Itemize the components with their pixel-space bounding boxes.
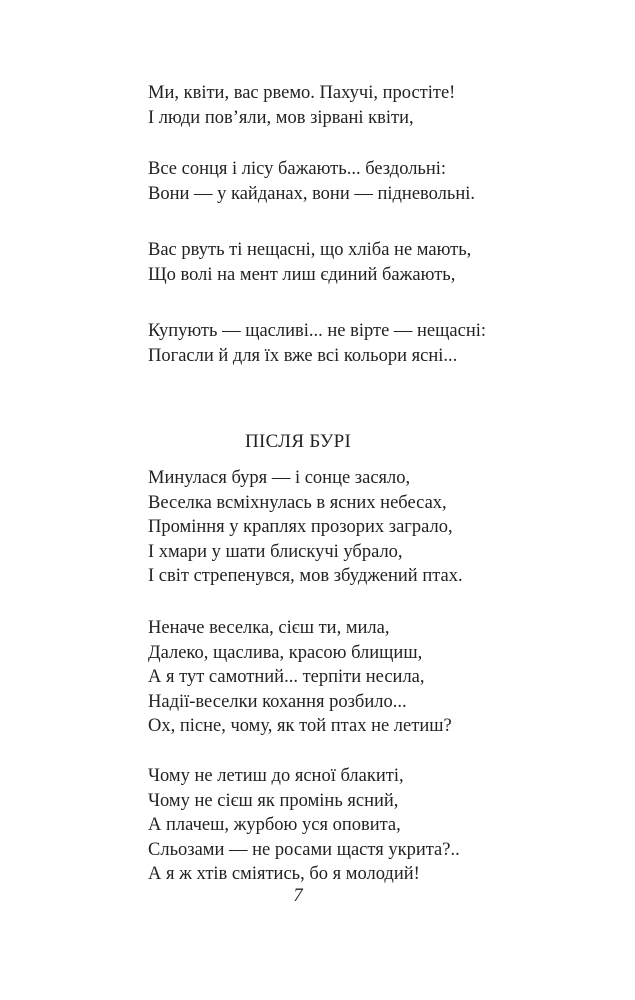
- poem-line: Вас рвуть ті нещасні, що хліба не мають,: [148, 240, 472, 260]
- poem-line: Ми, квіти, вас рвемо. Пахучі, простіте!: [148, 83, 456, 103]
- poem-line: Ох, пісне, чому, як той птах не летиш?: [148, 716, 452, 736]
- poem-line: І хмари у шати блискучі убрало,: [148, 541, 403, 562]
- poem-line: Все сонця і лісу бажають... бездольні:: [148, 159, 447, 179]
- poem-line: І люди пов’яли, мов зірвані квіти,: [148, 107, 414, 128]
- poem1-stanza-3: [148, 238, 588, 287]
- poem-line: Веселка всміхнулась в ясних небесах,: [148, 492, 447, 513]
- poem-line: Минулася буря — і сонце засяло,: [148, 468, 411, 488]
- poem-line: Сльозами — не росами щастя укрита?..: [148, 839, 460, 860]
- poem-line: А я тут самотний... терпіти несила,: [148, 667, 425, 687]
- poem-line: А плачеш, журбою уся оповита,: [148, 815, 401, 835]
- poem1-stanza-2: [148, 157, 588, 206]
- poem2-stanza-3: [148, 764, 588, 887]
- poem-line: Далеко, щаслива, красою блищиш,: [148, 642, 423, 663]
- poem-line: Купують — щасливі... не вірте — нещасні:: [148, 321, 486, 341]
- page-number: 7: [293, 886, 303, 906]
- poem-title: ПІСЛЯ БУРІ: [245, 431, 352, 452]
- poem2-stanza-2: [148, 616, 588, 739]
- poem2-stanza-1: [148, 466, 588, 589]
- poem-line: Вони — у кайданах, вони — підневольні.: [148, 183, 475, 204]
- poem-line: Проміння у краплях прозорих заграло,: [148, 517, 453, 537]
- poem-line: І світ стрепенувся, мов збуджений птах.: [148, 566, 463, 586]
- poem-line: Що волі на мент лиш єдиний бажають,: [148, 264, 456, 285]
- poem-line: Чому не сієш як промінь ясний,: [148, 790, 399, 811]
- poem-line: Неначе веселка, сієш ти, мила,: [148, 618, 390, 638]
- poem-line: Чому не летиш до ясної блакиті,: [148, 766, 404, 786]
- poem-line: А я ж хтів сміятись, бо я молодий!: [148, 864, 420, 884]
- poem1-stanza-4: [148, 319, 588, 368]
- poem-line: Надії-веселки кохання розбило...: [148, 691, 407, 712]
- poem-line: Погасли й для їх вже всі кольори ясні...: [148, 345, 458, 366]
- poem1-stanza-1: [148, 81, 588, 130]
